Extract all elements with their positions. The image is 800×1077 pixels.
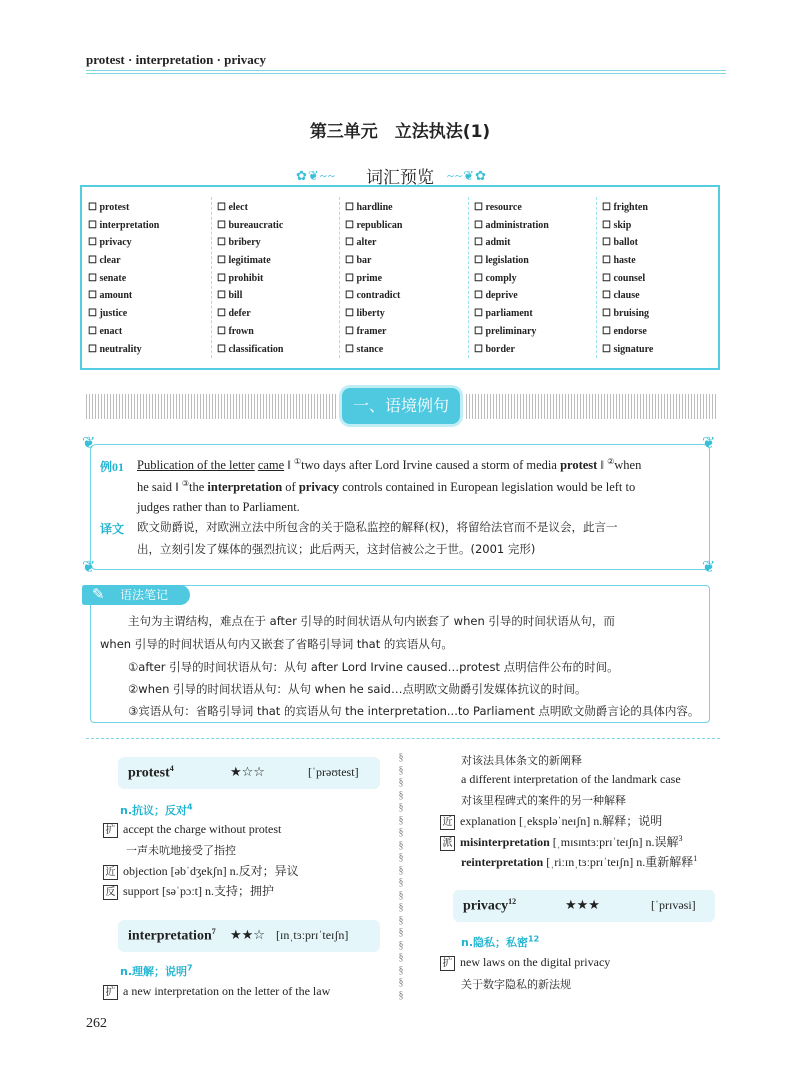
vocab-item[interactable]: ☐ parliament (474, 308, 533, 320)
vocab-item[interactable]: ☐ bribery (217, 237, 261, 249)
header-rule (86, 70, 726, 74)
example-line-1: Publication of the letter came ‖ ①two days after Lord Irvine caused a storm of media protest ‖ ②when (137, 457, 642, 473)
grammar-line: ③宾语从句：省略引导词 that 的宾语从句 the interpretation...to Parliament 点明欧文勋爵言论的具体内容。 (128, 704, 700, 718)
vocab-item[interactable]: ☐ privacy (88, 237, 132, 249)
word-card-interpretation (118, 920, 380, 952)
derivative-tag: 派 (440, 836, 455, 851)
translation-line-1: 欧文勋爵说，对欧洲立法中所包含的关于隐私监控的解释(权)，将留给法官而不是议会，此言一 (137, 520, 618, 534)
vocab-item[interactable]: ☐ border (474, 343, 515, 355)
example-line-3: judges rather than to Parliament. (137, 500, 300, 514)
grammar-line: ②when 引导的时间状语从句：从句 when he said…点明欧文勋爵引发媒体抗议的时间。 (128, 682, 587, 696)
vocab-item[interactable]: ☐ prohibit (217, 272, 264, 284)
vocab-column-4 (474, 199, 594, 358)
derivative-entry: 派 misinterpretation [ˌmɪsɪntɜːprɪˈteɪʃn] n.误解$^3$ (440, 833, 682, 851)
vocab-item[interactable]: ☐ preliminary (474, 325, 537, 337)
ornament-right-icon: ~~❦✿ (447, 168, 487, 183)
dashed-divider (86, 738, 720, 739)
section-heading: 一、语境例句 (342, 388, 460, 424)
running-header: protest · interpretation · privacy (86, 52, 267, 67)
synonym-tag: 近 (440, 815, 455, 830)
extension-entry: 扩 a new interpretation on the letter of the law (103, 984, 330, 1000)
vocab-item[interactable]: ☐ stance (345, 343, 384, 355)
vocab-item[interactable]: ☐ enact (88, 325, 123, 337)
grammar-line: 主句为主谓结构，难点在于 after 引导的时间状语从句内嵌套了 when 引导的时间状语从句，而 (128, 614, 615, 628)
vocab-item[interactable]: ☐ comply (474, 272, 517, 284)
star-rating: ★☆☆ (230, 765, 265, 780)
headword: interpretation$^7$ (128, 927, 216, 944)
vocab-item[interactable]: ☐ endorse (602, 325, 647, 337)
extension-tag: 扩 (103, 985, 118, 1000)
grammar-line: ①after 引导的时间状语从句：从句 after Lord Irvine caused…protest 点明信件公布的时间。 (128, 660, 619, 674)
vocab-item[interactable]: ☐ skip (602, 219, 632, 231)
extension-translation: 关于数字隐私的新法规 (461, 978, 571, 991)
part-of-speech: n.抗议；反对$^4$ (120, 802, 193, 817)
vocab-item[interactable]: ☐ ballot (602, 237, 638, 249)
synonym-entry: 近 objection [əbˈdʒekʃn] n.反对；异议 (103, 862, 299, 880)
unit-title: 第三单元 立法执法(1) (309, 122, 491, 142)
part-of-speech: n.理解；说明$^7$ (120, 963, 193, 978)
vocab-item[interactable]: ☐ justice (88, 308, 128, 320)
page-number: 262 (86, 1016, 107, 1031)
vocab-column-1 (88, 199, 208, 358)
vocab-item[interactable]: ☐ hardline (345, 202, 393, 213)
vocab-item[interactable]: ☐ counsel (602, 272, 646, 284)
vocab-item[interactable]: ☐ haste (602, 255, 636, 267)
vocab-item[interactable]: ☐ frighten (602, 202, 648, 213)
extension-translation: 一声未吭地接受了指控 (126, 844, 236, 857)
antonym-tag: 反 (103, 885, 118, 900)
star-rating: ★★☆ (230, 928, 265, 943)
vocab-item[interactable]: ☐ classification (217, 343, 284, 355)
vocab-item[interactable]: ☐ amount (88, 290, 133, 302)
vocab-item[interactable]: ☐ administration (474, 219, 549, 231)
vocab-item[interactable]: ☐ bar (345, 255, 372, 267)
vocab-item[interactable]: ☐ legitimate (217, 255, 271, 267)
phonetic: [ɪnˌtɜːprɪˈteɪʃn] (276, 928, 349, 942)
antonym-entry: 反 support [səˈpɔːt] n.支持；拥护 (103, 882, 274, 900)
pen-icon: ✎ (92, 587, 105, 603)
vocab-item[interactable]: ☐ alter (345, 237, 377, 249)
column-divider (339, 197, 340, 358)
synonym-entry: 近 explanation [ˌekspləˈneɪʃn] n.解释；说明 (440, 812, 662, 830)
corner-ornament-icon: ❦ (82, 435, 96, 452)
vocab-item[interactable]: ☐ republican (345, 219, 403, 231)
vocab-preview-box (80, 185, 720, 370)
extension-entry: 扩 new laws on the digital privacy (440, 955, 610, 971)
grammar-note-tab: 语法笔记 (82, 585, 190, 605)
vocab-item[interactable]: ☐ senate (88, 272, 127, 284)
derivative-entry: reinterpretation [ˌriːɪnˌtɜːprɪˈteɪʃn] n.重新解释$^1$ (461, 854, 698, 869)
column-divider (211, 197, 212, 358)
phonetic: [ˈprəʊtest] (308, 765, 359, 779)
star-rating: ★★★ (565, 898, 600, 913)
vocab-item[interactable]: ☐ neutrality (88, 343, 142, 355)
vocab-item[interactable]: ☐ bill (217, 290, 243, 302)
headword: protest$^4$ (128, 764, 174, 781)
vocab-item[interactable]: ☐ bureaucratic (217, 219, 284, 231)
corner-ornament-icon: ❦ (702, 435, 716, 452)
translation-line-2: 出，立刻引发了媒体的强烈抗议；此后两天，这封信被公之于世。(2001 完形) (137, 542, 536, 556)
section-stripe-right (466, 394, 716, 419)
synonym-tag: 近 (103, 865, 118, 880)
vocab-item[interactable]: ☐ legislation (474, 255, 529, 267)
extension-translation: 对该里程碑式的案件的另一种解释 (461, 794, 626, 807)
vocab-item[interactable]: ☐ prime (345, 272, 383, 284)
part-of-speech: n.隐私；私密$^{12}$ (461, 934, 540, 949)
word-card-protest (118, 757, 380, 789)
extension-translation: 对该法具体条文的新阐释 (461, 754, 582, 767)
translation-label: 译文 (100, 522, 125, 536)
vocab-column-2 (217, 199, 337, 358)
column-divider (596, 197, 597, 358)
ornament-left-icon: ✿❦~~ (296, 168, 336, 183)
extension-tag: 扩 (440, 956, 455, 971)
vocab-item[interactable]: ☐ clause (602, 290, 640, 302)
vocab-item[interactable]: ☐ admit (474, 237, 511, 249)
column-divider-wave: § § § § § § § § § § § § § § § § § § § § (398, 752, 404, 1001)
extension-entry: 扩 accept the charge without protest (103, 822, 281, 838)
vocab-item[interactable]: ☐ framer (345, 325, 387, 337)
vocab-item[interactable]: ☐ signature (602, 343, 654, 355)
vocab-item[interactable]: ☐ protest (88, 202, 130, 213)
phonetic: [ˈprɪvəsi] (651, 898, 696, 912)
vocab-item[interactable]: ☐ resource (474, 202, 522, 213)
vocab-title: 词汇预览 (366, 168, 434, 188)
vocab-column-5 (602, 199, 722, 358)
vocab-item[interactable]: ☐ liberty (345, 308, 385, 320)
column-divider (468, 197, 469, 358)
vocab-item[interactable]: ☐ defer (217, 308, 251, 320)
vocab-item[interactable]: ☐ frown (217, 325, 254, 337)
vocab-item[interactable]: ☐ elect (217, 202, 248, 213)
vocab-column-3 (345, 199, 465, 358)
vocab-item[interactable]: ☐ interpretation (88, 219, 160, 231)
example-label: 例01 (100, 460, 125, 474)
headword: privacy$^{12}$ (463, 897, 517, 914)
vocab-item[interactable]: ☐ clear (88, 255, 121, 267)
extension-tag: 扩 (103, 823, 118, 838)
example-line-2: he said ‖ ③the interpretation of privacy controls contained in European legislation would be left to (137, 479, 636, 495)
vocab-item[interactable]: ☐ deprive (474, 290, 518, 302)
section-stripe-left (86, 394, 336, 419)
extension-example: a different interpretation of the landmark case (461, 772, 681, 786)
grammar-line: when 引导的时间状语从句内又嵌套了省略引导词 that 的宾语从句。 (100, 637, 453, 651)
corner-ornament-icon: ❦ (702, 559, 716, 576)
word-card-privacy (453, 890, 715, 922)
vocab-item[interactable]: ☐ contradict (345, 290, 401, 302)
vocab-item[interactable]: ☐ bruising (602, 308, 650, 320)
corner-ornament-icon: ❦ (82, 559, 96, 576)
